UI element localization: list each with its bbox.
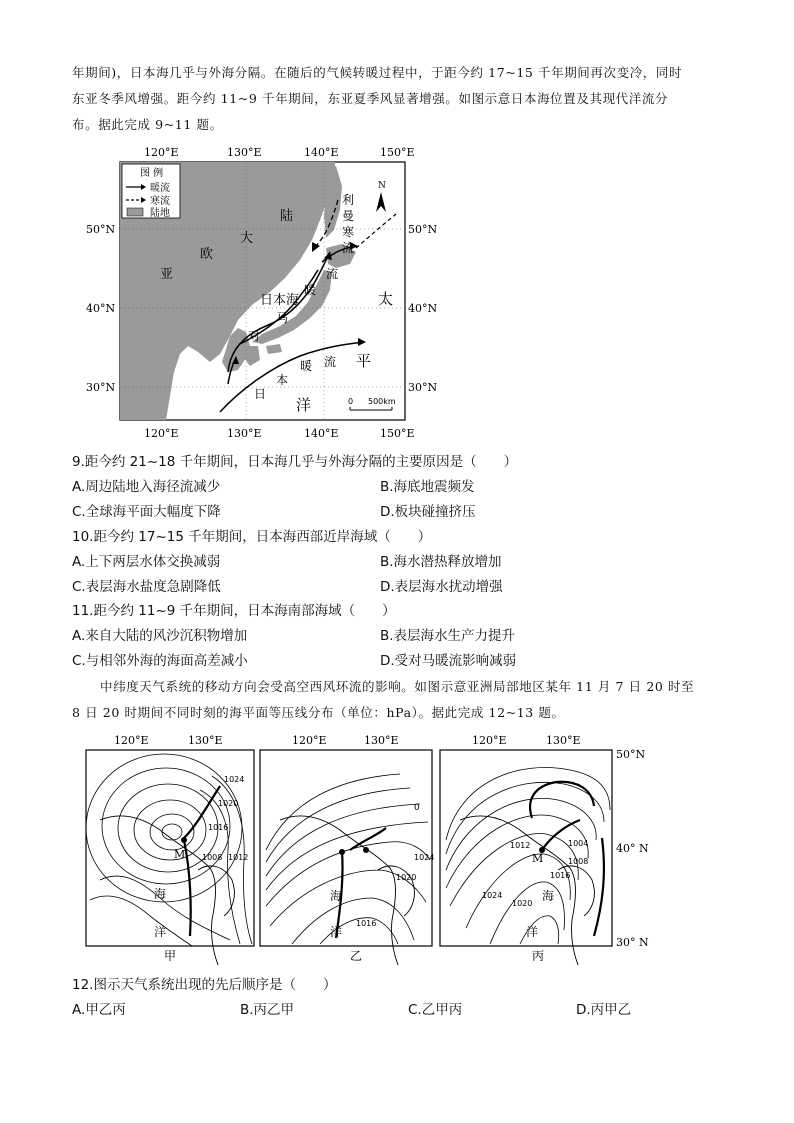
q10-option-d[interactable]: D.表层海水扰动增强 [380, 579, 503, 595]
label-pacific-1: 太 [378, 290, 394, 308]
isobar-maps [80, 730, 660, 965]
intro-line-3: 布。据此完成 9~11 题。 [72, 117, 223, 132]
label-liman-2: 曼 [342, 209, 355, 223]
panel-yi [260, 750, 434, 965]
jia-lon-130: 130°E [188, 734, 223, 747]
intro-line-1: 年期间)，日本海几乎与外海分隔。在随后的气候转暖过程中，于距今约 17~15 千年期间再次变冷，同时 [72, 65, 683, 80]
map1-lon-top-130: 130°E [227, 146, 262, 159]
intro-paragraph [72, 60, 726, 138]
yi-isobar-1016: 1016 [356, 919, 377, 928]
label-tsushima-4: 流 [326, 267, 339, 281]
yi-zero-label: 0 [414, 803, 420, 813]
legend-title: 图 例 [140, 168, 164, 179]
map1-lon-top-150: 150°E [380, 146, 415, 159]
legend-land-label: 陆地 [150, 208, 170, 219]
label-kuroshio-4: 流 [324, 355, 337, 369]
map1-lat-left-30: 30°N [86, 381, 116, 394]
yi-sea-hai: 海 [330, 889, 343, 903]
intro2-line-2: 8 日 20 时期间不同时刻的海平面等压线分布（单位：hPa）。据此完成 12~13 题。 [72, 705, 565, 720]
label-da: 大 [240, 231, 254, 246]
q12-option-d[interactable]: D.丙甲乙 [576, 1002, 632, 1018]
bing-isobar-1004: 1004 [568, 839, 589, 848]
q9-option-b[interactable]: B.海底地震频发 [380, 479, 475, 495]
q11-option-a[interactable]: A.来自大陆的风沙沉积物增加 [72, 628, 248, 644]
bing-lon-120: 120°E [472, 734, 507, 747]
label-liman-1: 利 [342, 193, 355, 207]
north-label: N [378, 181, 386, 191]
panel-jia [86, 750, 254, 965]
japan-sea-map [80, 140, 440, 445]
yi-lon-130: 130°E [364, 734, 399, 747]
legend-warm-label: 暖流 [150, 183, 170, 194]
jia-lon-120: 120°E [114, 734, 149, 747]
q11-option-d[interactable]: D.受对马暖流影响减弱 [380, 653, 517, 669]
yi-panel-label: 乙 [350, 949, 363, 963]
jia-sea-hai: 海 [154, 887, 167, 901]
label-ou: 欧 [200, 247, 214, 262]
intro-line-2: 东亚冬季风增强。距今约 11~9 千年期间，东亚夏季风显著增强。如图示意日本海位置及其现代洋流分 [72, 91, 669, 106]
q12-option-c[interactable]: C.乙甲丙 [408, 1002, 463, 1018]
jia-sea-yang: 洋 [154, 925, 167, 939]
scale-label: 500km [368, 397, 396, 406]
label-tsushima-2: 马 [276, 311, 289, 325]
label-liman-4: 流 [342, 241, 355, 255]
bing-isobar-1024: 1024 [482, 891, 503, 900]
yi-sea-yang: 洋 [330, 925, 343, 939]
scale-zero: 0 [348, 397, 354, 406]
q9-option-a[interactable]: A.周边陆地入海径流减少 [72, 479, 221, 495]
q9-stem: 9.距今约 21~18 千年期间，日本海几乎与外海分隔的主要原因是（ ） [72, 454, 518, 470]
q10-option-a[interactable]: A.上下两层水体交换减弱 [72, 554, 221, 570]
bing-isobar-1012: 1012 [510, 841, 531, 850]
label-liman-3: 寒 [342, 225, 355, 239]
jia-isobar-1024: 1024 [224, 775, 245, 784]
label-pacific-3: 洋 [296, 396, 312, 414]
q9-option-c[interactable]: C.全球海平面大幅度下降 [72, 504, 221, 520]
map1-lat-right-50: 50°N [408, 223, 438, 236]
map2-lat-30: 30° N [616, 936, 649, 949]
bing-sea-yang: 洋 [526, 925, 539, 939]
q10-option-b[interactable]: B.海水潜热释放增加 [380, 554, 502, 570]
map1-lon-bottom-130: 130°E [227, 427, 262, 440]
q10-stem: 10.距今约 17~15 千年期间，日本海西部近岸海域（ ） [72, 529, 432, 545]
map1-lon-top-120: 120°E [144, 146, 179, 159]
map1-lon-bottom-150: 150°E [380, 427, 415, 440]
map2-lat-50: 50°N [616, 748, 646, 761]
label-tsushima-3: 暖 [304, 283, 317, 297]
jia-isobar-1016: 1016 [208, 823, 229, 832]
map1-lat-left-40: 40°N [86, 302, 116, 315]
yi-point [339, 849, 345, 855]
yi-lon-120: 120°E [292, 734, 327, 747]
q10-option-c[interactable]: C.表层海水盐度急剧降低 [72, 579, 221, 595]
q11-stem: 11.距今约 11~9 千年期间，日本海南部海域（ ） [72, 603, 396, 619]
map1-lon-top-140: 140°E [304, 146, 339, 159]
jia-isobar-1008: 1008 [202, 853, 223, 862]
map1-lat-right-30: 30°N [408, 381, 438, 394]
bing-isobar-1016: 1016 [550, 871, 571, 880]
intro2-paragraph [72, 674, 726, 726]
q11-option-c[interactable]: C.与相邻外海的海面高差减小 [72, 653, 248, 669]
map1-lat-left-50: 50°N [86, 223, 116, 236]
legend-land-swatch [127, 208, 143, 216]
label-tsushima-1: 对 [248, 329, 261, 343]
jia-panel-label: 甲 [164, 949, 177, 963]
q12-stem: 12.图示天气系统出现的先后顺序是（ ） [72, 977, 337, 993]
yi-point-2 [363, 847, 369, 853]
label-japan-sea: 日本海 [260, 293, 300, 308]
bing-m-label: M [532, 852, 544, 865]
bing-panel-label: 丙 [532, 949, 545, 963]
label-kuroshio-3: 暖 [300, 359, 313, 373]
map1-lon-bottom-120: 120°E [144, 427, 179, 440]
bing-lon-130: 130°E [546, 734, 581, 747]
bing-isobar-1008: 1008 [568, 857, 589, 866]
map1-lon-bottom-140: 140°E [304, 427, 339, 440]
intro2-line-1: 中纬度天气系统的移动方向会受高空西风环流的影响。如图示意亚洲局部地区某年 11 月 7 日 20 时至 [100, 679, 695, 694]
label-ya: 亚 [160, 267, 174, 282]
jia-m-label: M [174, 848, 186, 861]
bing-isobar-1020: 1020 [512, 899, 533, 908]
yi-isobar-1020: 1020 [396, 873, 417, 882]
q11-option-b[interactable]: B.表层海水生产力提升 [380, 628, 516, 644]
panel-bing [440, 750, 612, 965]
map2-lat-40: 40° N [616, 842, 649, 855]
q12-option-a[interactable]: A.甲乙丙 [72, 1002, 126, 1018]
bing-sea-hai: 海 [542, 889, 555, 903]
jia-point-m [181, 837, 187, 843]
q9-option-d[interactable]: D.板块碰撞挤压 [380, 504, 476, 520]
jia-isobar-1012: 1012 [228, 853, 249, 862]
label-pacific-2: 平 [356, 352, 372, 370]
yi-isobar-1024: 1024 [414, 853, 435, 862]
label-lu: 陆 [280, 209, 294, 224]
map1-lat-right-40: 40°N [408, 302, 438, 315]
jia-isobar-1020: 1020 [218, 799, 239, 808]
label-kuroshio-1: 日 [254, 387, 267, 401]
q12-option-b[interactable]: B.丙乙甲 [240, 1002, 295, 1018]
label-kuroshio-2: 本 [276, 373, 289, 387]
legend-cold-label: 寒流 [150, 196, 170, 207]
